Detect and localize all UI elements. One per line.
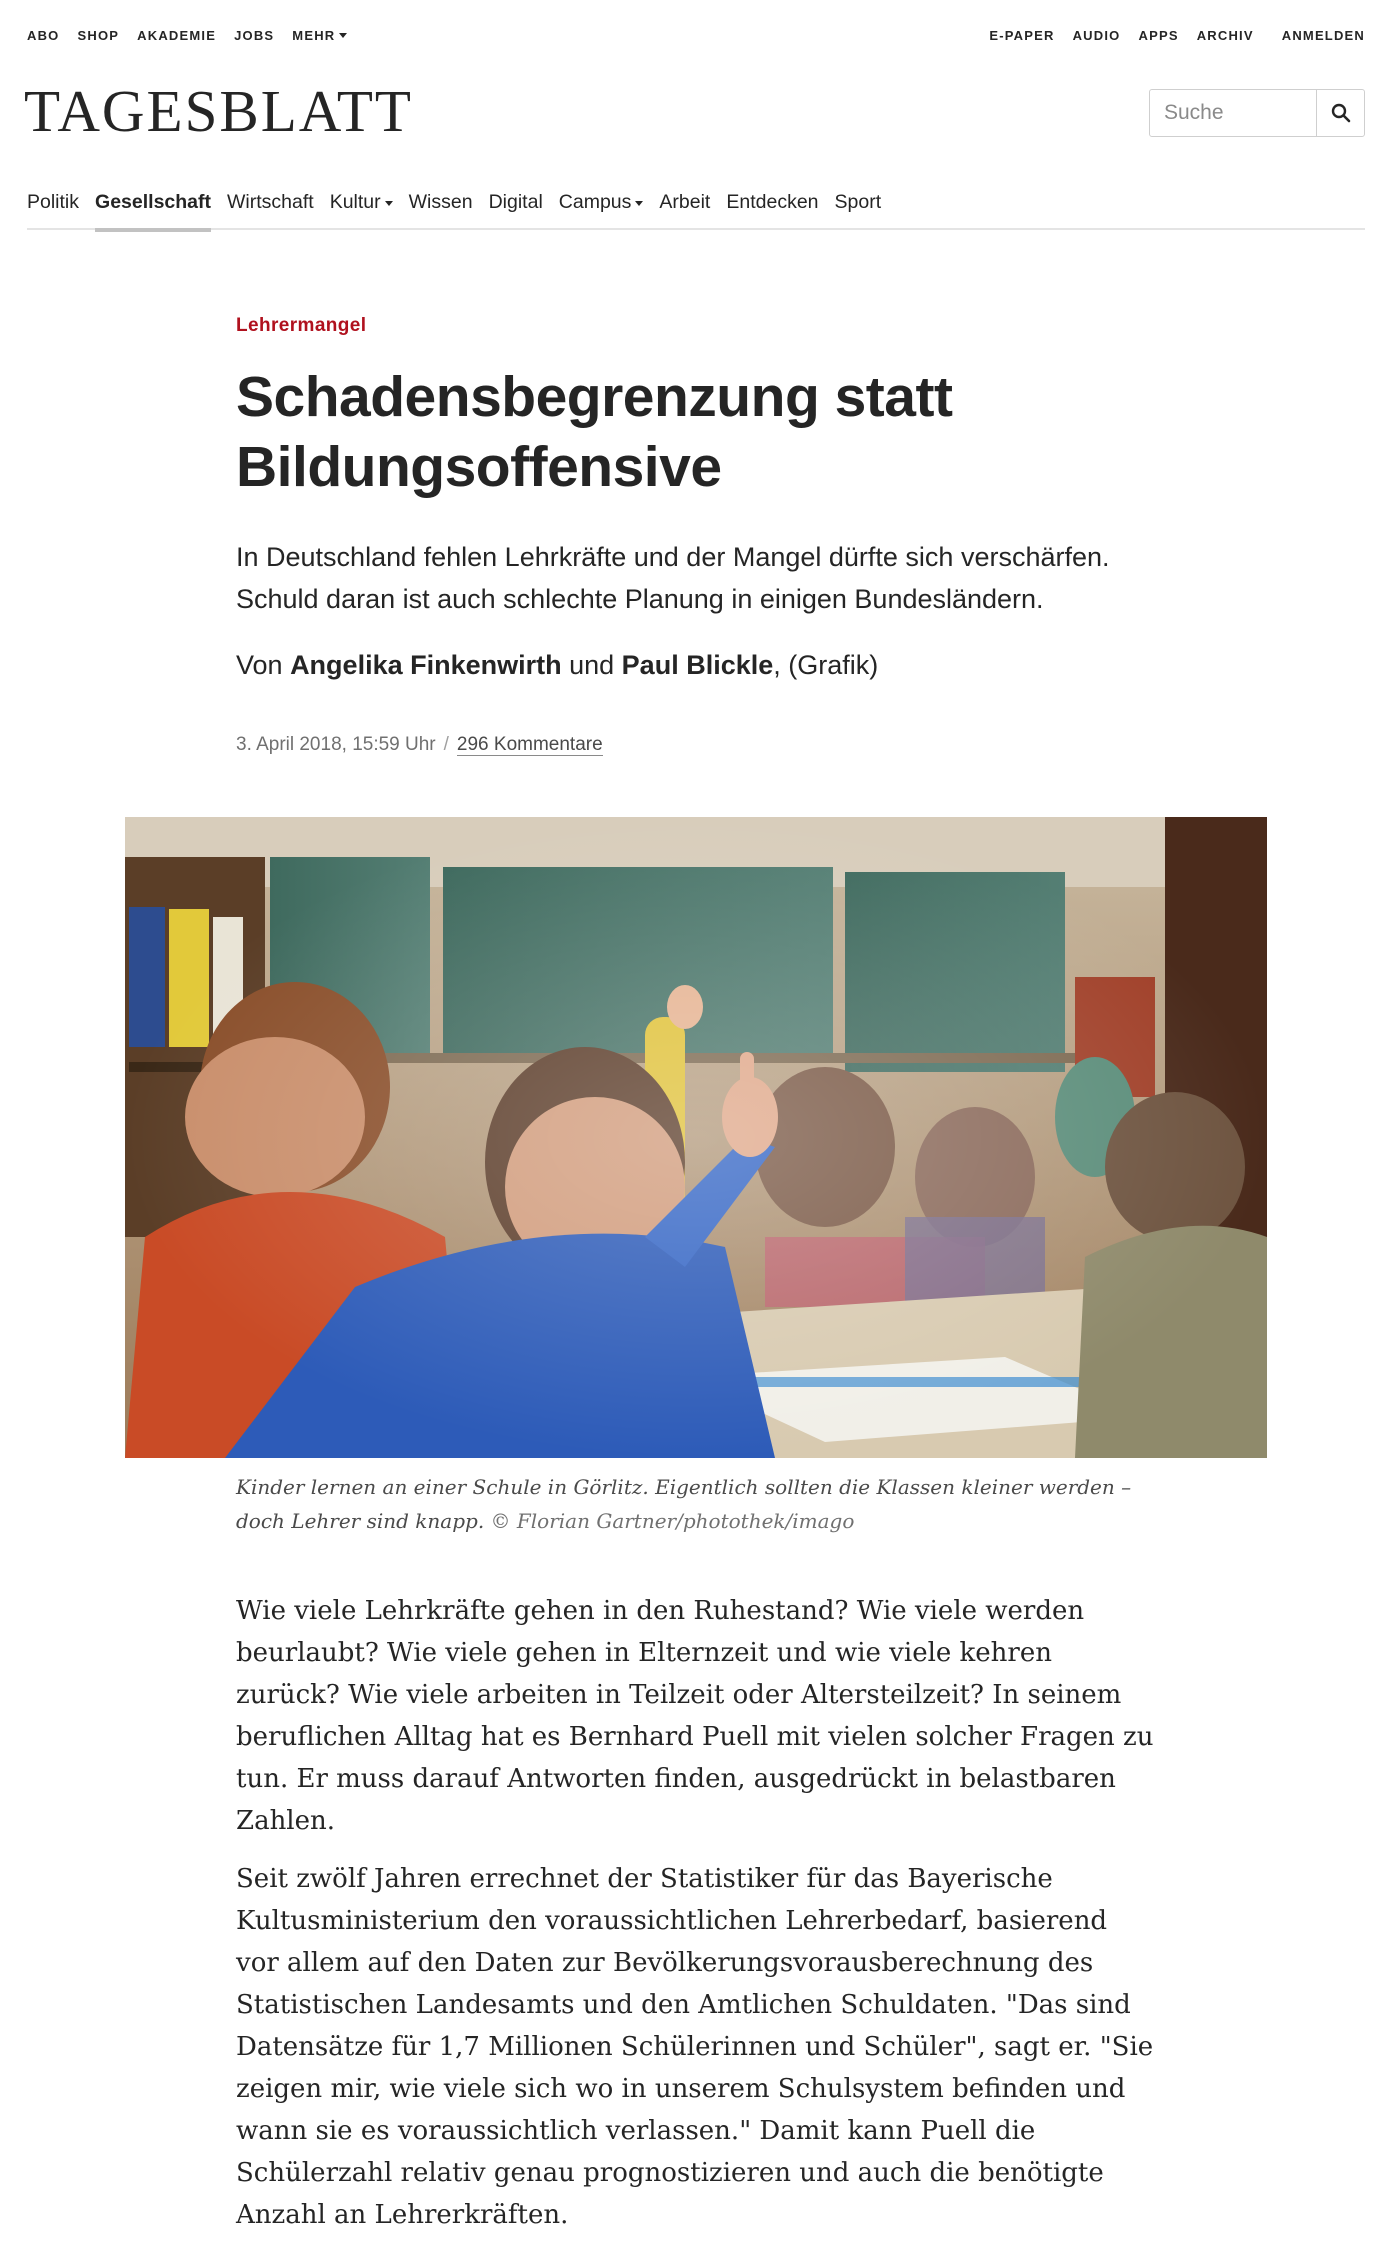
nav-item-wirtschaft[interactable]: Wirtschaft	[227, 191, 314, 213]
utility-link-mehr[interactable]	[292, 28, 347, 46]
article-byline	[236, 650, 878, 681]
utility-bar	[27, 28, 1365, 46]
article-hero-image	[125, 817, 1267, 1458]
search-button[interactable]	[1316, 90, 1364, 136]
utility-nav-right	[989, 28, 1365, 46]
search-box	[1149, 89, 1365, 137]
article-paragraph: Seit zwölf Jahren errechnet der Statistiker für das Bayerische Kultusministerium den voraussichtlichen Lehrerbedarf, basierend vor allem auf den Daten zur Bevölkerungsvorausberechnung des Statistischen Landesamts und den Amtlichen Schuldaten. "Das sind Datensätze für 1,7 Millionen Schülerinnen und Schüler", sagt er. "Sie zeigen mir, wie viele sich wo in unserem Schulsystem befinden und wann sie es voraussichtlich verlassen." Damit kann Puell die Schülerzahl relativ genau prognostizieren und auch die benötigte Anzahl an Lehrerkräften.	[236, 1864, 1154, 2230]
utility-link-shop[interactable]: SHOP	[77, 28, 120, 43]
nav-item-digital[interactable]: Digital	[488, 191, 543, 213]
author-link-2[interactable]: Paul Blickle	[621, 650, 774, 680]
image-credit: © Florian Gartner/photothek/imago	[490, 1509, 855, 1533]
byline-prefix: Von	[236, 650, 291, 680]
byline-joiner: und	[561, 650, 622, 680]
caption-text: Kinder lernen an einer Schule in Görlitz. Eigentlich sollten die Klassen kleiner werden – doch Lehrer sind knapp.	[236, 1475, 1132, 1533]
login-link[interactable]: ANMELDEN	[1281, 28, 1365, 43]
author-link-1[interactable]: Angelika Finkenwirth	[290, 650, 562, 680]
classroom-photo	[125, 817, 1267, 1458]
nav-item-sport[interactable]: Sport	[834, 191, 882, 213]
utility-link-akademie[interactable]: AKADEMIE	[137, 28, 217, 43]
nav-item-wissen[interactable]: Wissen	[408, 191, 473, 213]
nav-item-campus-label: Campus	[558, 191, 632, 213]
article-body	[236, 1590, 1156, 2252]
nav-item-gesellschaft[interactable]: Gesellschaft	[95, 186, 211, 230]
caret-down-icon	[635, 201, 643, 206]
brand-logo[interactable]: TAGESBLATT	[24, 78, 413, 144]
lead-line-2: Schuld daran ist auch schlechte Planung in einigen Bundesländern.	[236, 584, 1044, 614]
utility-nav-left	[27, 28, 347, 46]
byline-suffix: , (Grafik)	[773, 650, 879, 680]
search-icon	[1331, 103, 1351, 123]
comments-link[interactable]: 296 Kommentare	[456, 734, 603, 755]
nav-item-kultur-label: Kultur	[329, 191, 381, 213]
article-headline	[236, 362, 1056, 502]
search-input[interactable]	[1150, 90, 1316, 136]
headline-line-1: Schadensbegrenzung statt	[236, 365, 953, 429]
caret-down-icon	[385, 201, 393, 206]
article-paragraph: Wie viele Lehrkräfte gehen in den Ruhestand? Wie viele werden beurlaubt? Wie viele gehen in Elternzeit und wie viele kehren zurück? Wie viele arbeiten in Teilzeit oder Altersteilzeit? In seinem beruflichen Alltag hat es Bernhard Puell mit vielen solcher Fragen zu tun. Er muss darauf Antworten finden, ausgedrückt in belastbaren Zahlen.	[236, 1596, 1154, 1836]
nav-item-politik[interactable]: Politik	[27, 191, 80, 213]
section-nav	[27, 186, 1365, 230]
article-meta	[236, 734, 603, 756]
utility-link-epaper[interactable]: E-PAPER	[989, 28, 1055, 43]
utility-link-abo[interactable]: ABO	[27, 28, 60, 43]
article-kicker: Lehrermangel	[236, 315, 367, 336]
utility-link-jobs[interactable]: JOBS	[234, 28, 275, 43]
meta-separator: /	[443, 734, 449, 755]
nav-item-arbeit[interactable]: Arbeit	[659, 191, 711, 213]
utility-link-audio[interactable]: AUDIO	[1072, 28, 1121, 43]
article-date: 3. April 2018, 15:59 Uhr	[236, 734, 436, 755]
article-lead	[236, 536, 1196, 620]
caret-down-icon	[339, 33, 347, 38]
utility-link-apps[interactable]: APPS	[1138, 28, 1179, 43]
nav-item-kultur[interactable]	[330, 186, 393, 230]
lead-line-1: In Deutschland fehlen Lehrkräfte und der Mangel dürfte sich verschärfen.	[236, 542, 1110, 572]
headline-line-2: Bildungsoffensive	[236, 435, 722, 499]
image-caption	[236, 1470, 1136, 1538]
nav-item-entdecken[interactable]: Entdecken	[726, 191, 819, 213]
utility-link-archiv[interactable]: ARCHIV	[1196, 28, 1254, 43]
nav-item-campus[interactable]	[559, 186, 644, 230]
utility-link-mehr-label: MEHR	[292, 28, 336, 43]
